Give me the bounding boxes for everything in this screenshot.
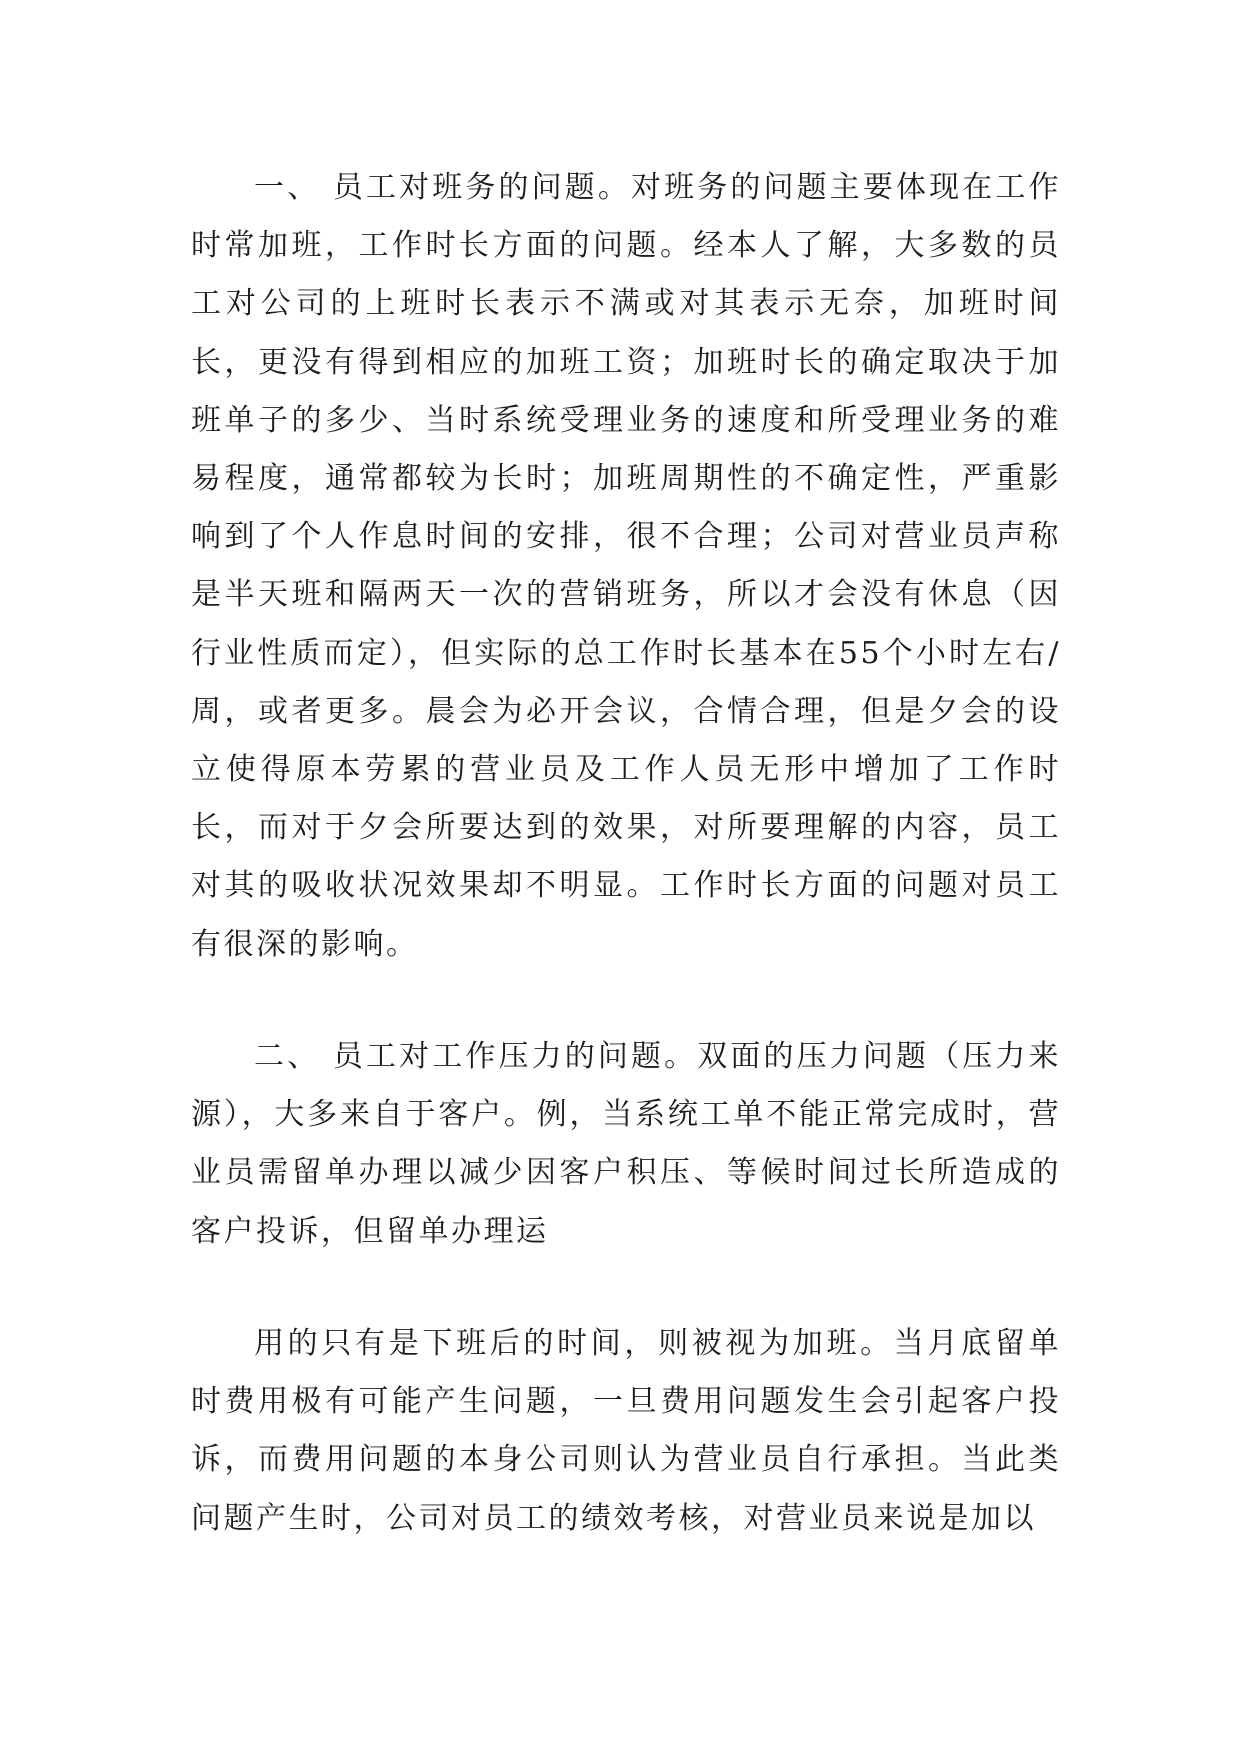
paragraph-overtime-issues: 一、 员工对班务的问题。对班务的问题主要体现在工作时常加班，工作时长方面的问题。经本人了解，大多数的员工对公司的上班时长表示不满或对其表示无奈，加班时间长，更没有得到相应的加班工资；加班时长的确定取决于加班单子的多少、当时系统受理业务的速度和所受理业务的难易程度，通常都较为长时；加班周期性的不确定性，严重影响到了个人作息时间的安排，很不合理；公司对营业员声称是半天班和隔两天一次的营销班务，所以才会没有休息（因行业性质而定），但实际的总工作时长基本在55个小时左右/周，或者更多。晨会为必开会议，合情合理，但是夕会的设立使得原本劳累的营业员及工作人员无形中增加了工作时长，而对于夕会所要达到的效果，对所要理解的内容，员工对其的吸收状况效果却不明显。工作时长方面的问题对员工有很深的影响。 [191, 170, 1061, 962]
paragraph-continuation: 用的只有是下班后的时间，则被视为加班。当月底留单时费用极有可能产生问题，一旦费用问题发生会引起客户投诉，而费用问题的本身公司则认为营业员自行承担。当此类问题产生时，公司对员工的绩效考核，对营业员来说是加以 [191, 1326, 1061, 1536]
paragraph-work-pressure-issues: 二、 员工对工作压力的问题。双面的压力问题（压力来源），大多来自于客户。例，当系统工单不能正常完成时，营业员需留单办理以减少因客户积压、等候时间过长所造成的客户投诉，但留单办理运 [191, 1039, 1061, 1249]
